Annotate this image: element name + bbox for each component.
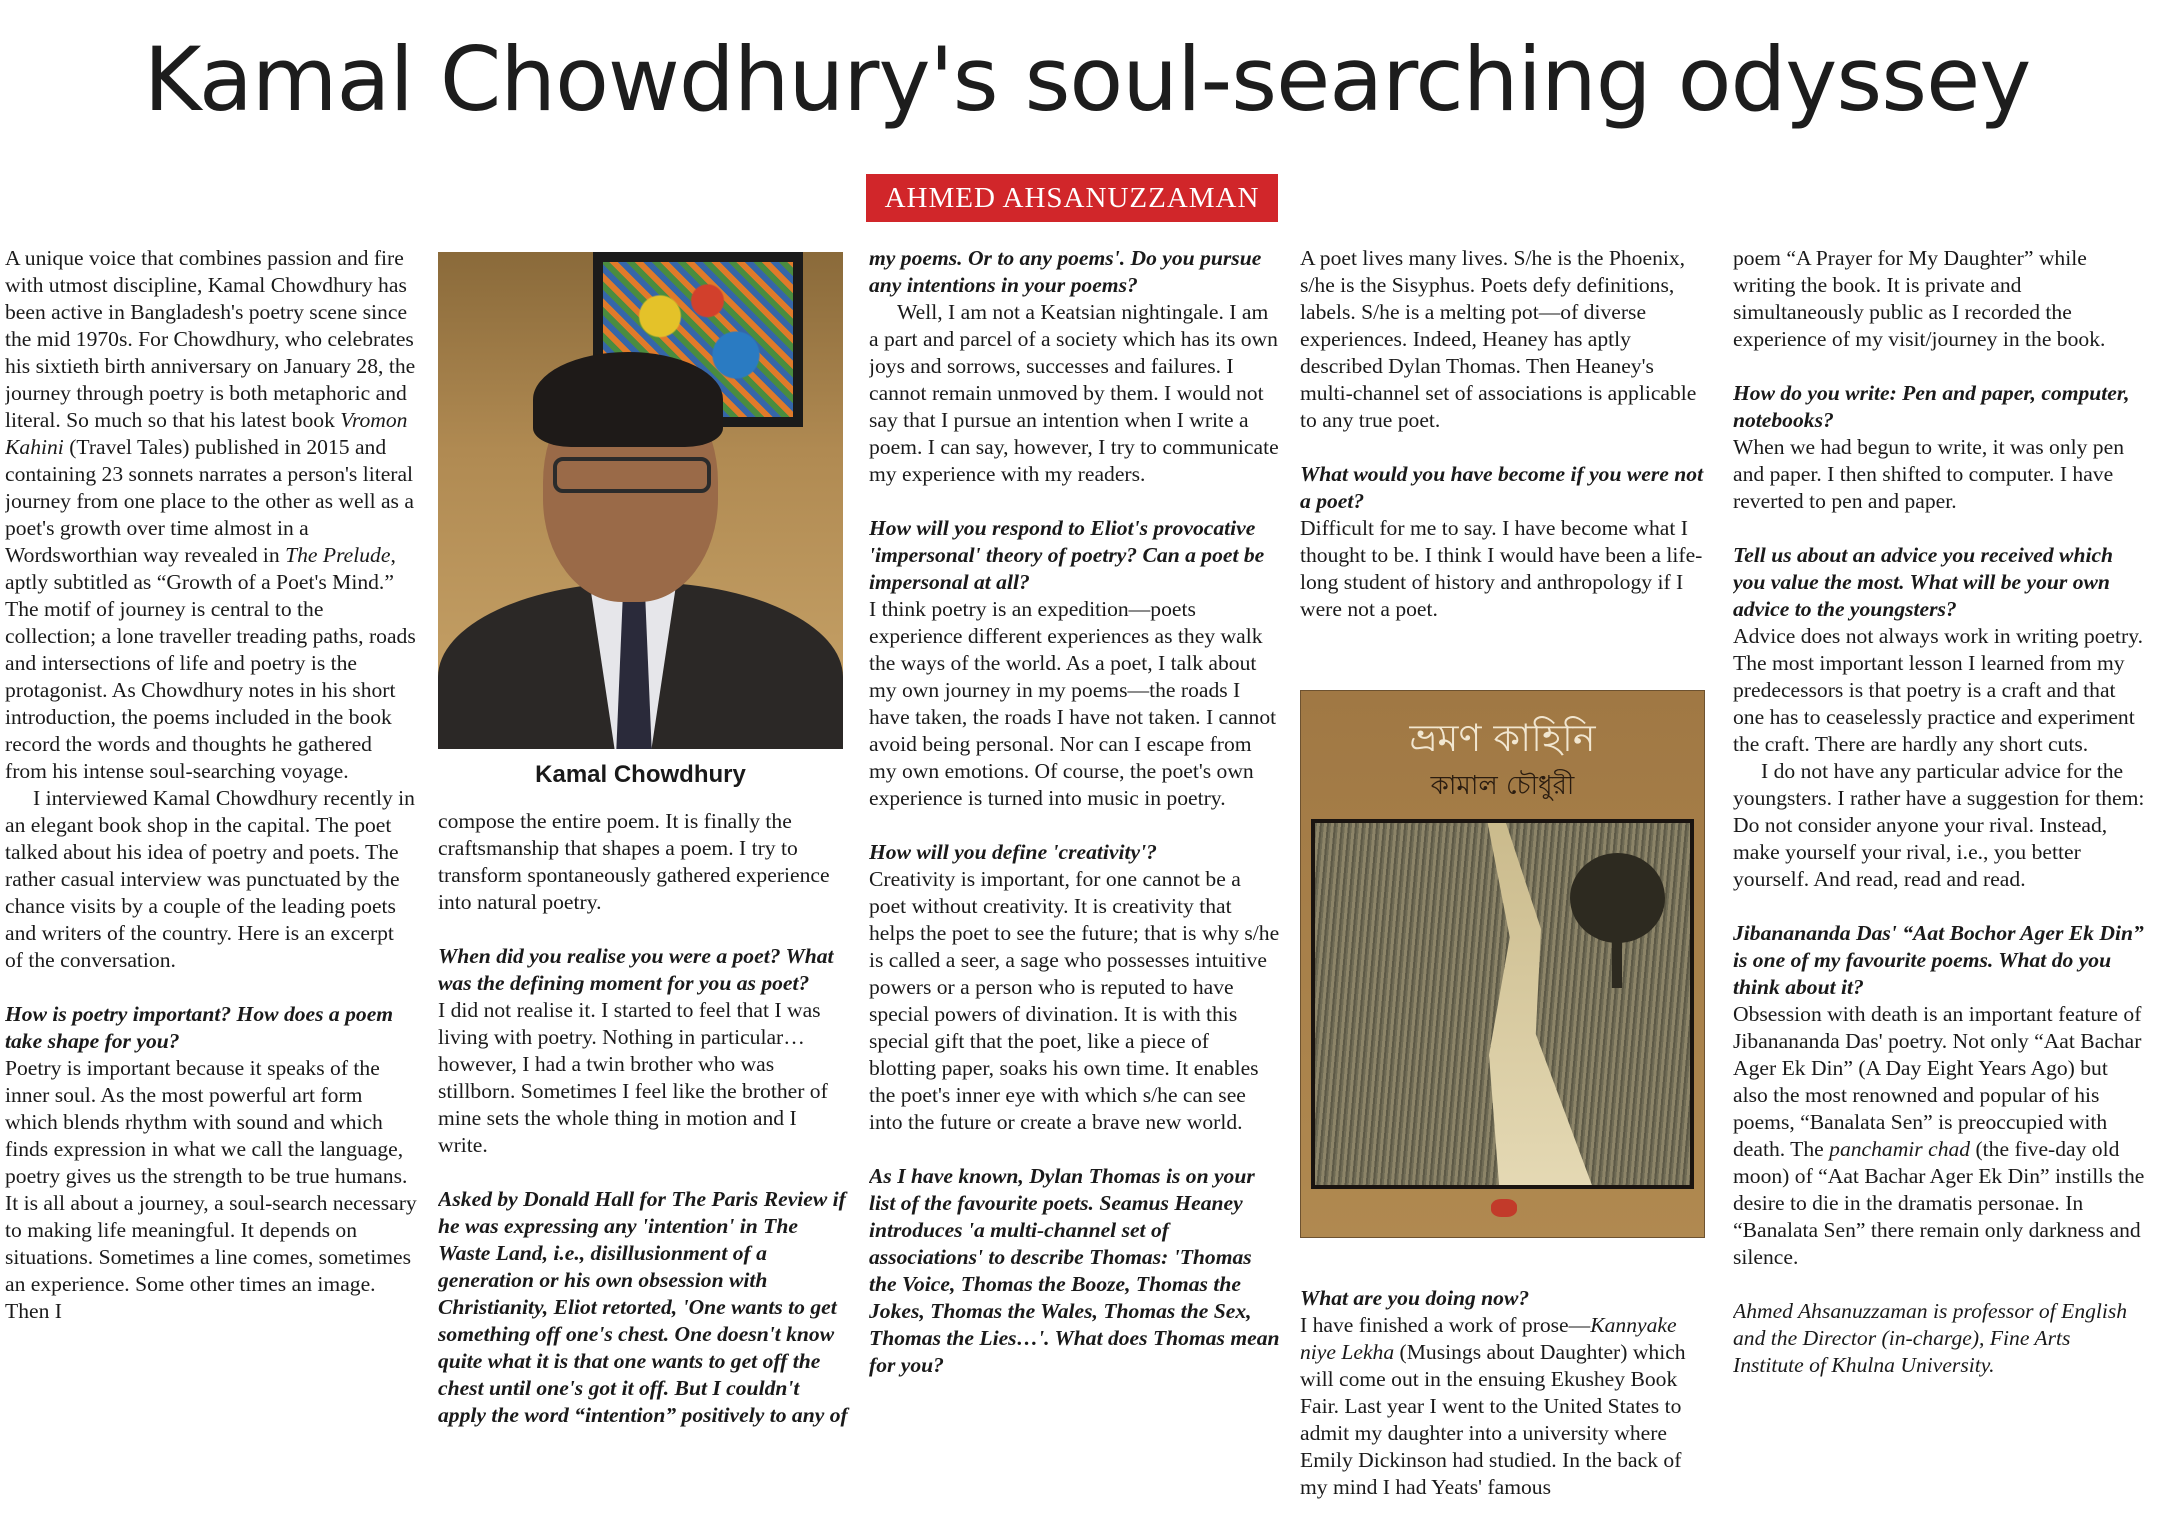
byline-badge: AHMED AHSANUZZAMAN	[866, 174, 1278, 222]
headline: Kamal Chowdhury's soul-searching odyssey	[143, 28, 2031, 131]
answer-advice-part-1: Advice does not always work in writing poetry. The most important lesson I learned from my predecessors is that poetry is a craft and that one has to ceaselessly practice and experiment the craft. There are hardly any short cuts.	[1733, 624, 2143, 756]
book-author: কামাল চৌধুরী	[1430, 771, 1575, 801]
book-title: ভ্রমণ কাহিনি	[1409, 716, 1596, 760]
question-not-a-poet: What would you have become if you were not a poet?	[1300, 462, 1704, 513]
answer-impersonal-theory: I think poetry is an expedition—poets experience different experiences as they walk the ways of the world. As a poet, I talk about my own journey in my poems—the roads I have taken, the roads I have not taken. I cannot avoid being personal. Nor can I escape from my own emotions. Of course, the poet's own experience is turned into music in poetry.	[869, 597, 1277, 810]
publisher-logo-icon	[1491, 1199, 1517, 1217]
answer-advice-part-2: I do not have any particular advice for the youngsters. I rather have a suggestion for them: Do not consider anyone your rival. Instead, make yourself your rival, i.e., you better yourself. And read, read and read.	[1733, 759, 2145, 891]
article-column-2	[438, 808, 850, 1525]
portrait-photo	[438, 252, 843, 749]
answer-realise-poet: I did not realise it. I started to feel that I was living with poetry. Nothing in particular…however, I had a twin brother who was stillborn. Sometimes I feel like the brother of mine sets the whole thing in motion and I write.	[438, 998, 828, 1157]
tree-icon	[1570, 853, 1665, 943]
article-column-4-bottom	[1300, 1285, 1712, 1525]
question-realise-poet: When did you realise you were a poet? What was the defining moment for you as poet?	[438, 944, 834, 995]
article-column-4-top	[1300, 245, 1712, 685]
question-doing-now: What are you doing now?	[1300, 1286, 1530, 1310]
question-eliot-intention: Asked by Donald Hall for The Paris Review if he was expressing any 'intention' in The Waste Land, i.e., disillusionment of a generation or his own obsession with Christianity, Eliot retorted, 'One wants to get something off one's chest. One doesn't know quite what it is that one wants to get off the chest until one's got it off. But I couldn't apply the word “intention” positively to any of	[438, 1187, 848, 1427]
answer-eliot-intention: Well, I am not a Keatsian nightingale. I am a part and parcel of a society which has its own joys and sorrows, successes and failures. I cannot remain unmoved by them. I would not say that I pursue an intention when I write a poem. I can say, however, I try to communicate my experience with my readers.	[869, 300, 1279, 486]
question-creativity: How will you define 'creativity'?	[869, 840, 1157, 864]
author-bio-note: Ahmed Ahsanuzzaman is professor of English and the Director (in-charge), Fine Arts Institute of Khulna University.	[1733, 1299, 2128, 1377]
interview-context-paragraph: I interviewed Kamal Chowdhury recently in an elegant book shop in the capital. The poet talked about his idea of poetry and poets. The rather casual interview was punctuated by the chance visits by a couple of the leading poets and writers of the country. Here is an excerpt of the conversation.	[5, 786, 415, 972]
article-column-3	[869, 245, 1281, 1525]
answer-doing-now-continued: poem “A Prayer for My Daughter” while writing the book. It is private and simultaneously public as I recorded the experience of my visit/journey in the book.	[1733, 246, 2106, 351]
intro-paragraph: A unique voice that combines passion and fire with utmost discipline, Kamal Chowdhury has been active in Bangladesh's poetry scene since the mid 1970s. For Chowdhury, who celebrates his sixtieth birth anniversary on January 28, the journey through poetry is both metaphoric and literal. So much so that his latest book Vromon Kahini (Travel Tales) published in 2015 and containing 23 sonnets narrates a person's literal journey from one place to the other as well as a poet's growth over time almost in a Wordsworthian way revealed in The Prelude, aptly subtitled as “Growth of a Poet's Mind.” The motif of journey is central to the collection; a lone traveller treading paths, roads and intersections of life and poetry is the protagonist. As Chowdhury notes in his short introduction, the poems included in the book record the words and thoughts he gathered from his intense soul-searching voyage.	[5, 246, 416, 783]
article-column-5	[1733, 245, 2145, 1525]
question-dylan-thomas: As I have known, Dylan Thomas is on your list of the favourite poets. Seamus Heaney introduces 'a multi-channel set of associations' to describe Thomas: 'Thomas the Voice, Thomas the Booze, Thomas the Jokes, Thomas the Wales, Thomas the Sex, Thomas the Lies…'. What does Thomas mean for you?	[869, 1164, 1280, 1377]
answer-jibanananda: Obsession with death is an important feature of Jibanananda Das' poetry. Not only “Aat Bachar Ager Ek Din” (A Day Eight Years Ago) but also the most renowned and popular of his poems, “Banalata Sen” is preoccupied with death. The panchamir chad (the five-day old moon) of “Aat Bachar Ager Ek Din” instills the desire to die in the dramatis personae. In “Banalata Sen” there remain only darkness and silence.	[1733, 1002, 2145, 1269]
question-how-write: How do you write: Pen and paper, computer, notebooks?	[1733, 381, 2130, 432]
book-cover-image	[1300, 690, 1705, 1238]
glasses-icon	[553, 457, 711, 493]
question-advice: Tell us about an advice you received which you value the most. What will be your own advice to the youngsters?	[1733, 543, 2114, 621]
question-eliot-intention-continued: my poems. Or to any poems'. Do you pursue any intentions in your poems?	[869, 246, 1262, 297]
answer-not-a-poet: Difficult for me to say. I have become what I thought to be. I think I would have been a life-long student of history and anthropology if I were not a poet.	[1300, 516, 1703, 621]
answer-poetry-importance-continued: compose the entire poem. It is finally the craftsmanship that shapes a poem. I try to transform spontaneously gathered experience into natural poetry.	[438, 809, 830, 914]
question-impersonal-theory: How will you respond to Eliot's provocative 'impersonal' theory of poetry? Can a poet be impersonal at all?	[869, 516, 1265, 594]
question-jibanananda: Jibanananda Das' “Aat Bochor Ager Ek Din” is one of my favourite poems. What do you think about it?	[1733, 921, 2144, 999]
answer-dylan-thomas: A poet lives many lives. S/he is the Phoenix, s/he is the Sisyphus. Poets defy definitions, labels. S/he is a melting pot—of diverse experiences. Indeed, Heaney has aptly described Dylan Thomas. Then Heaney's multi-channel set of associations is applicable to any true poet.	[1300, 246, 1697, 432]
answer-poetry-importance: Poetry is important because it speaks of the inner soul. As the most powerful art form which blends rhythm with sound and which finds expression in what we call the language, poetry gives us the strength to be true humans. It is all about a journey, a soul-search necessary to making life meaningful. It depends on situations. Sometimes a line comes, sometimes an experience. Some other times an image. Then I	[5, 1056, 417, 1323]
book-cover-illustration	[1311, 819, 1694, 1189]
question-poetry-importance: How is poetry important? How does a poem take shape for you?	[5, 1002, 394, 1053]
photo-caption: Kamal Chowdhury	[535, 761, 746, 788]
article-column-1	[5, 245, 417, 1525]
answer-creativity: Creativity is important, for one cannot be a poet without creativity. It is creativity that helps the poet to see the future; that is why s/he is called a seer, a sage who possesses intuitive powers or a person who is reputed to have special powers of divination. It is with this special gift that the poet, like a piece of blotting paper, soaks his own time. It enables the poet's inner eye with which s/he can see into the future or create a brave new world.	[869, 867, 1280, 1134]
answer-doing-now: I have finished a work of prose—Kannyake niye Lekha (Musings about Daughter) which will come out in the ensuing Ekushey Book Fair. Last year I went to the United States to admit my daughter into a university where Emily Dickinson had studied. In the back of my mind I had Yeats' famous	[1300, 1313, 1686, 1499]
answer-how-write: When we had begun to write, it was only pen and paper. I then shifted to computer. I have reverted to pen and paper.	[1733, 435, 2124, 513]
